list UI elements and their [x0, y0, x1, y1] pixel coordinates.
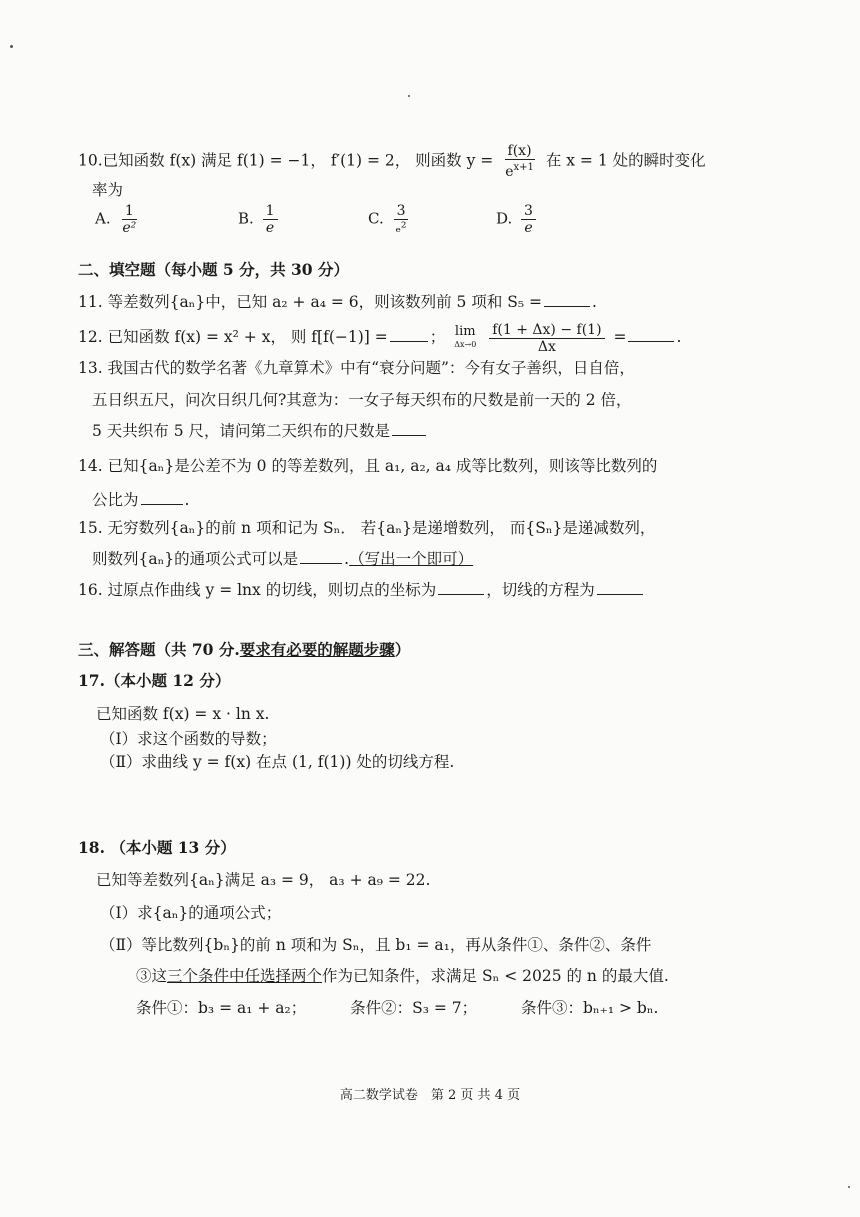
q12-fraction: $\frac{f(1 + \Delta x) - f(1)}{\Delta x}$: [489, 322, 604, 355]
answer-blank: [300, 549, 342, 564]
q11: 11. 等差数列{aₙ}中，已知 a₂ + a₄ = 6，则该数列前 5 项和 S₅ = .: [78, 293, 597, 311]
q18-line1: 已知等差数列{aₙ}满足 a₃ = 9， a₃ + a₉ = 22.: [96, 871, 431, 889]
condition-1: 条件①：b₃ = a₁ + a₂；: [136, 999, 307, 1017]
q18-title: 18. （本小题 13 分）: [78, 838, 236, 857]
q10-line2: 率为: [92, 181, 124, 199]
scan-speck: [10, 45, 13, 48]
q10-frac-num: f(x): [505, 143, 535, 160]
answer-blank: [628, 327, 674, 342]
scan-speck: [848, 1186, 850, 1188]
condition-2: 条件②：S₃ = 7；: [350, 999, 478, 1017]
q18-line2: （Ⅰ）求{aₙ}的通项公式；: [100, 904, 282, 922]
page-footer: 高二数学试卷 第 2 页 共 4 页: [339, 1088, 521, 1103]
q17-line1: 已知函数 f(x) = x · ln x.: [96, 705, 270, 723]
q16: 16. 过原点作曲线 y = lnx 的切线，则切点的坐标为 ，切线的方程为: [78, 580, 645, 600]
answer-blank: [392, 421, 426, 436]
answer-blank: [597, 580, 643, 595]
condition-3: 条件③：bₙ₊₁ > bₙ.: [521, 999, 659, 1017]
q15-line1: 15. 无穷数列{aₙ}的前 n 项和记为 Sₙ． 若{aₙ}是递增数列， 而{Sₙ}是递减数列，: [78, 519, 656, 537]
section-heading-solutions: 三、解答题（共 70 分.要求有必要的解题步骤）: [78, 640, 411, 659]
section-heading-fill-blank: 二、填空题（每小题 5 分，共 30 分）: [78, 260, 349, 279]
q15-hint: （写出一个即可）: [349, 550, 474, 568]
answer-blank: [544, 292, 590, 307]
q13-line3: 5 天共织布 5 尺，请问第二天织布的尺数是: [92, 421, 428, 441]
q10-line1: [78, 143, 706, 180]
q10-fraction: [502, 143, 537, 180]
answer-blank: [141, 490, 183, 505]
answer-blank: [390, 327, 428, 342]
q18-conditions: [136, 998, 658, 1018]
q15-line2: 则数列{aₙ}的通项公式可以是 .（写出一个即可）: [92, 550, 474, 568]
q13-line2: 五日织五尺，问次日织几何?其意为：一女子每天织布的尺数是前一天的 2 倍，: [92, 391, 632, 409]
limit-symbol: lim Δx→0: [454, 324, 477, 349]
q17-title: 17.（本小题 12 分）: [78, 671, 231, 690]
q14-line1: 14. 已知{aₙ}是公差不为 0 的等差数列，且 a₁, a₂, a₄ 成等比数列，则该等比数列的: [78, 457, 658, 475]
q10-frac-den: $e^{x+1}$: [505, 162, 534, 180]
q10-text: 10.已知函数 f(x) 满足 f(1) = −1， f′(1) = 2， 则函数 y =: [78, 151, 494, 170]
answer-blank: [438, 580, 484, 595]
q13-line1: 13. 我国古代的数学名著《九章算术》中有“衰分问题”：今有女子善织，日自倍，: [78, 359, 635, 377]
q12: 12. 已知函数 f(x) = x² + x， 则 f[f(−1)] = ； lim Δx→0 $\frac{f(1 + \Delta x) - f(1)}{\Delta x}$ = .: [78, 321, 682, 355]
q10-option-d: D. $\frac{3}{e}$: [496, 203, 540, 236]
q17-line2: （Ⅰ）求这个函数的导数；: [100, 730, 277, 748]
q10-option-c: C. $\frac{3}{\text{ₑ²}}$: [368, 203, 407, 236]
q18-line3: （Ⅱ）等比数列{bₙ}的前 n 项和为 Sₙ，且 b₁ = a₁，再从条件①、条件②、条件: [100, 936, 652, 954]
q10-option-a: A. $\frac{1}{\text{e²}}$: [95, 203, 137, 236]
q10-option-b: B. $\frac{1}{e}$: [238, 203, 282, 236]
q18-line4: ③这三个条件中任选择两个作为已知条件，求满足 Sₙ < 2025 的 n 的最大值.: [136, 967, 669, 985]
q17-line3: （Ⅱ）求曲线 y = f(x) 在点 (1, f(1)) 处的切线方程.: [100, 753, 455, 771]
scan-speck: [408, 95, 410, 97]
q10-text-tail: 在 x = 1 处的瞬时变化: [545, 151, 706, 170]
q14-line2: 公比为 .: [92, 491, 190, 509]
